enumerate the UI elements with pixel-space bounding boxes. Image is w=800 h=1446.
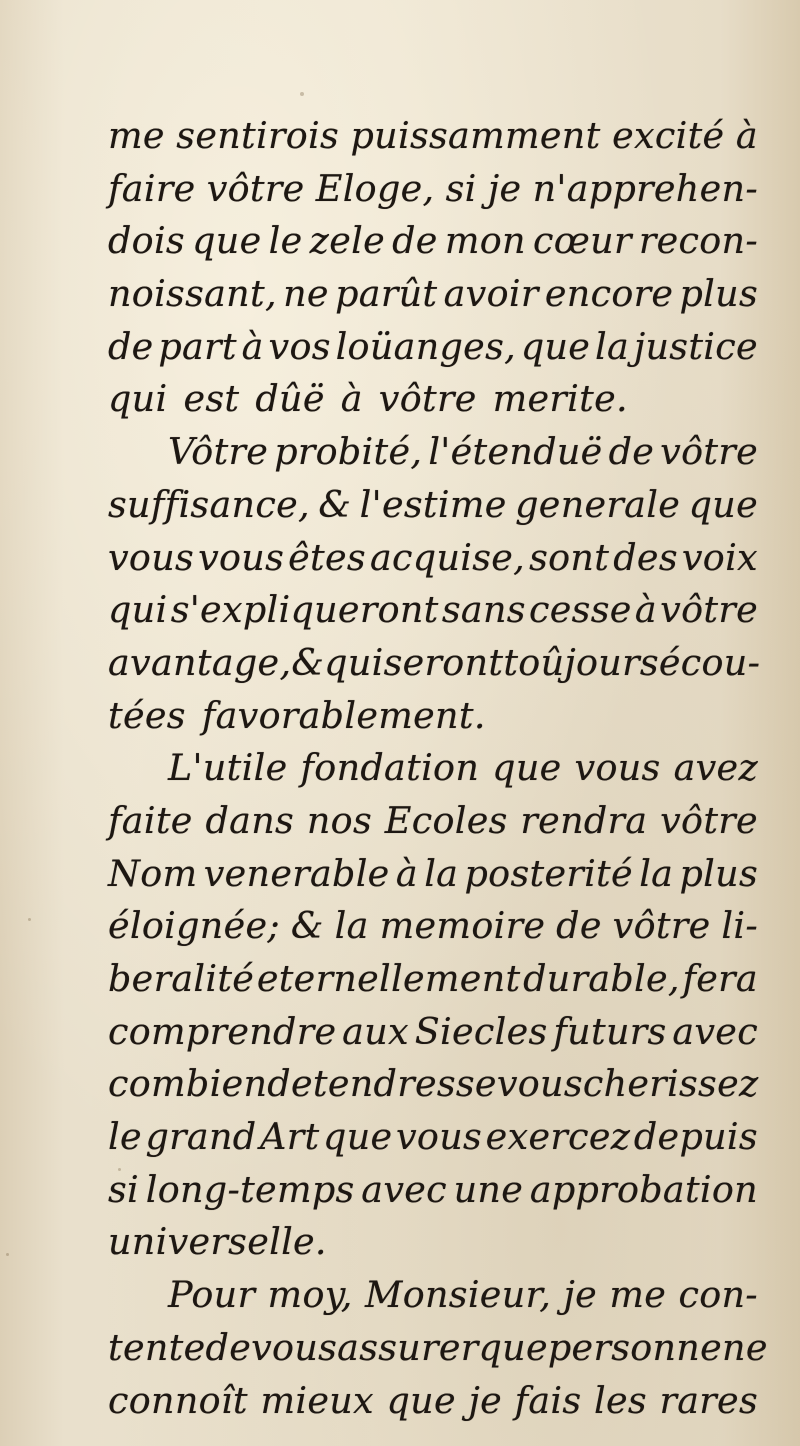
word: avoir (443, 272, 539, 316)
word: durable, (523, 957, 680, 1000)
word: plus (679, 851, 758, 895)
word: toûjours (503, 640, 659, 684)
word: éloignée; (108, 904, 280, 948)
word: & (291, 640, 325, 684)
word: à (340, 377, 363, 421)
text-line (108, 1006, 758, 1059)
word: si (108, 1167, 140, 1211)
text-line (108, 426, 758, 479)
word: vôtre (660, 588, 758, 632)
text-line (108, 848, 758, 901)
word: Ecoles (384, 798, 508, 842)
text-line (108, 1375, 758, 1428)
word: universelle. (108, 1220, 327, 1264)
word: de (108, 324, 154, 368)
text-line (108, 1322, 768, 1375)
word: dois (108, 219, 185, 263)
word: vôtre (612, 904, 711, 948)
paper-spot (28, 918, 31, 921)
text-line (108, 373, 758, 426)
word: probité, (274, 430, 423, 474)
text-line (108, 1111, 758, 1164)
word: que (192, 219, 262, 263)
word: suffisance, (108, 482, 310, 526)
word: est (183, 377, 240, 421)
word: de (267, 1062, 313, 1106)
word: comprendre (108, 1009, 337, 1053)
paper-spot (300, 92, 304, 96)
text-line (108, 1269, 758, 1322)
word: écou- (658, 640, 761, 684)
word: sans (441, 588, 526, 632)
word: L'utile (168, 746, 288, 790)
word: tées (108, 693, 186, 737)
word: qui (108, 377, 168, 421)
word: que (688, 482, 758, 526)
word: merite. (492, 377, 628, 421)
word: vôtre (660, 798, 758, 842)
word: Monsieur, (365, 1273, 552, 1317)
word: cherissez (582, 1062, 759, 1106)
text-line (108, 690, 758, 743)
word: avec (361, 1167, 447, 1211)
text-line (108, 795, 758, 848)
word: mieux (260, 1378, 374, 1422)
word: Pour (168, 1273, 256, 1317)
word: vous (396, 1115, 483, 1159)
word: le (268, 219, 303, 263)
word: dans (205, 798, 295, 842)
word: combien (108, 1062, 268, 1106)
word: si (445, 166, 477, 210)
word: seront (383, 640, 504, 684)
word: long-temps (145, 1167, 355, 1211)
word: eternellement (256, 957, 521, 1000)
text-line (108, 110, 758, 163)
word: mon (444, 219, 526, 263)
word: con- (678, 1273, 758, 1317)
word: & (290, 904, 324, 948)
word: recon- (638, 219, 758, 263)
word: la (424, 851, 459, 895)
text-line (108, 900, 758, 953)
word: vous (108, 535, 195, 579)
text-line (108, 1164, 758, 1217)
word: excité (612, 114, 725, 157)
word: ne (283, 272, 329, 316)
word: fondation (300, 746, 480, 790)
word: de (392, 219, 438, 263)
text-line (108, 637, 761, 690)
word: qui (324, 640, 384, 684)
word: & (318, 482, 352, 526)
word: sont (529, 535, 610, 579)
word: qui (108, 588, 168, 632)
word: faire (108, 166, 196, 210)
text-line (108, 953, 758, 1006)
word: la (595, 324, 630, 368)
word: le (108, 1115, 142, 1159)
word: la (639, 851, 674, 895)
word: depuis (633, 1115, 758, 1159)
word: Vôtre (168, 430, 269, 474)
word: beralité (108, 957, 255, 1000)
word: favorablement. (201, 693, 486, 737)
text-line (108, 321, 758, 374)
text-line (108, 268, 758, 321)
paper-spot (6, 1253, 9, 1256)
word: assurer (337, 1325, 479, 1369)
word: moy, (267, 1273, 353, 1317)
word: que (386, 1378, 456, 1422)
word: vous (574, 746, 661, 790)
word: de (608, 430, 655, 474)
word: me (108, 114, 165, 157)
word: aux (342, 1009, 409, 1053)
word: à (735, 114, 758, 157)
word: tente (108, 1325, 206, 1369)
word: je (563, 1273, 598, 1317)
word: je (468, 1378, 502, 1422)
word: à (634, 588, 657, 632)
word: que (520, 324, 591, 368)
text-line (108, 215, 758, 268)
word: cœur (533, 219, 632, 263)
word: vos (268, 324, 331, 368)
word: de (205, 1325, 252, 1369)
word: personne (547, 1325, 723, 1369)
word: encore (544, 272, 674, 316)
word: loüanges, (335, 324, 517, 368)
body-text (108, 110, 768, 1427)
word: vous (496, 1062, 583, 1106)
word: êtes (288, 535, 366, 579)
word: me (609, 1273, 667, 1317)
word: vôtre (378, 377, 477, 421)
word: vôtre (660, 430, 758, 474)
text-line (108, 479, 758, 532)
word: Eloge, (315, 166, 435, 210)
word: acquise, (370, 535, 526, 579)
word: posterité (464, 851, 633, 895)
word: noissant, (108, 272, 277, 316)
word: vôtre (206, 166, 305, 210)
word: generale (515, 482, 681, 526)
word: que (478, 1325, 548, 1369)
word: rares (659, 1378, 758, 1422)
word: fais (514, 1378, 582, 1422)
word: s'expliqueront (170, 588, 439, 632)
word: dûë (255, 377, 325, 421)
word: les (594, 1378, 647, 1422)
word: memoire (379, 904, 546, 948)
word: que (323, 1115, 393, 1159)
word: à (395, 851, 418, 895)
word: fera (682, 957, 758, 1000)
word: venerable (203, 851, 390, 895)
word: Nom (108, 851, 198, 895)
word: avez (673, 746, 758, 790)
text-line (108, 532, 758, 585)
text-line (108, 584, 758, 637)
word: l'estime (359, 482, 507, 526)
word: justice (633, 324, 758, 368)
text-line (108, 742, 758, 795)
word: à (241, 324, 264, 368)
word: rendra (520, 798, 648, 842)
word: exercez (485, 1115, 631, 1159)
word: tendresse (312, 1062, 497, 1106)
word: faite (108, 798, 193, 842)
word: parût (335, 272, 438, 316)
word: que (492, 746, 562, 790)
word: sentirois (176, 114, 340, 157)
word: de (556, 904, 602, 948)
word: plus (679, 272, 758, 316)
word: avec (672, 1009, 758, 1053)
word: voix (681, 535, 758, 579)
text-line (108, 163, 758, 216)
word: des (613, 535, 678, 579)
word: cesse (529, 588, 632, 632)
word: je (487, 166, 522, 210)
word: futurs (553, 1009, 667, 1053)
text-line (108, 1216, 758, 1269)
word: vous (198, 535, 285, 579)
word: approbation (529, 1167, 758, 1211)
word: Art (260, 1115, 320, 1159)
word: vous (251, 1325, 338, 1369)
word: puissamment (350, 114, 601, 157)
word: li- (721, 904, 758, 948)
word: grand (145, 1115, 257, 1159)
word: avantage, (108, 640, 292, 684)
word: Siecles (414, 1009, 548, 1053)
word: la (334, 904, 369, 948)
word: l'étenduë (428, 430, 603, 474)
word: nos (306, 798, 372, 842)
word: part (158, 324, 237, 368)
word: connoît (108, 1378, 248, 1422)
word: une (453, 1167, 524, 1211)
word: zele (309, 219, 385, 263)
text-line (108, 1058, 758, 1111)
word: ne (722, 1325, 768, 1369)
word: n'apprehen- (532, 166, 758, 210)
